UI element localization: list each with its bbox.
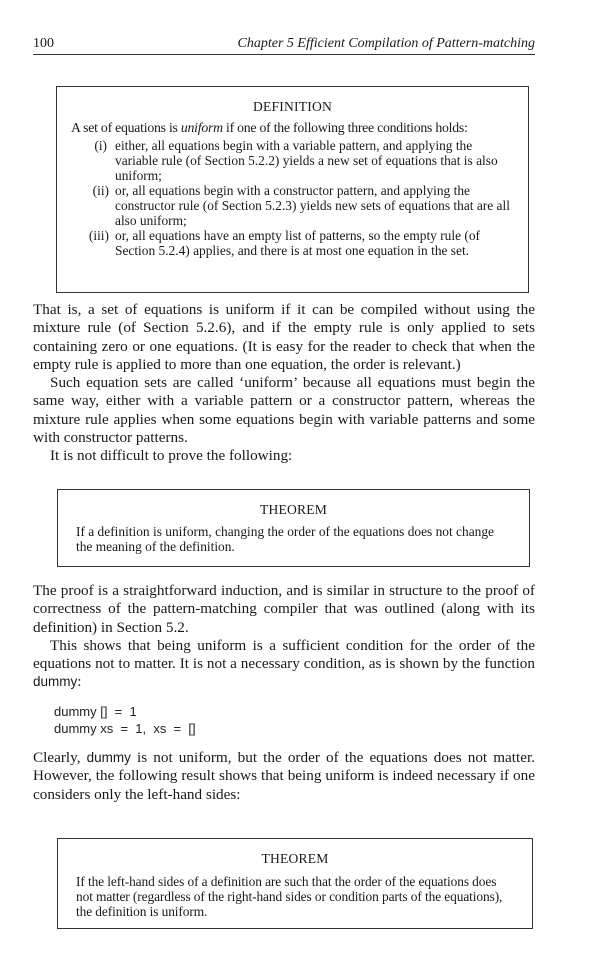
paragraph: It is not difficult to prove the following: [50, 447, 293, 465]
intro-text-end: if one of the following three conditions holds: [222, 120, 468, 135]
theorem-box-1 [57, 489, 530, 567]
condition-item [71, 228, 514, 258]
paragraph: The proof is a straightforward induction, and is similar in structure to the proof of correctness of the pattern-matching compiler that was outlined (along with its definition) in Section 5.2. [33, 582, 535, 636]
inline-code: dummy [33, 674, 78, 690]
body-section-3 [33, 749, 535, 804]
inline-code: dummy [86, 750, 131, 765]
condition-number: (i) [94, 138, 107, 153]
condition-item [71, 183, 514, 228]
intro-term: uniform [180, 120, 223, 135]
intro-text: A set of equations is [71, 120, 181, 135]
condition-text: or, all equations begin with a constructor pattern, and applying the constructor rule (of Section 5.2.3) yields new sets of equations that are all also uniform; [115, 183, 510, 228]
body-section-2 [33, 582, 535, 692]
code-line: dummy xs = 1, xs = [] [54, 721, 196, 736]
condition-number: (ii) [92, 183, 109, 198]
code-line: dummy [] = 1 [54, 704, 137, 719]
running-title: Chapter 5 Efficient Compilation of Pattern-matching [237, 36, 535, 51]
definition-intro [71, 120, 514, 135]
theorem-title: THEOREM [259, 502, 328, 517]
condition-text: either, all equations begin with a variable pattern, and applying the variable rule (of Section 5.2.2) yields a new set of equations that is also uniform; [115, 138, 498, 183]
code-block [54, 703, 196, 737]
condition-text: or, all equations have an empty list of patterns, so the empty rule (of Section 5.2.4) applies, and there is at most one equation in the set. [115, 228, 481, 258]
theorem-text: If the left-hand sides of a definition are such that the order of the equations does not matter (regardless of the right-hand sides or condition parts of the equations), the definition is uniform. [76, 874, 503, 919]
condition-number: (iii) [88, 228, 109, 243]
theorem-box-2 [57, 838, 533, 929]
paragraph-text: This shows that being uniform is a sufficient condition for the order of the equations not to matter. It is not a necessary condition, as is shown by the function [33, 636, 535, 673]
page-number: 100 [33, 36, 54, 51]
body-section-1 [33, 301, 535, 466]
paragraph: Such equation sets are called ‘uniform’ because all equations must begin the same way, either with a variable pattern or a constructor pattern, whereas the mixture rule applies when some equations begin with variable patterns and some with constructor patterns. [33, 374, 535, 447]
definition-box [56, 86, 529, 293]
theorem-title: THEOREM [261, 851, 329, 866]
paragraph-text-end: is not uniform, but the order of the equations does not matter. However, the following result shows that being uniform is indeed necessary if one considers only the left-hand sides: [33, 749, 535, 803]
condition-item [71, 138, 514, 183]
paragraph [33, 749, 535, 804]
paragraph-text: Clearly, [33, 749, 87, 766]
paragraph-text-end: : [77, 673, 82, 691]
definition-title: DEFINITION [252, 99, 333, 114]
paragraph [33, 637, 535, 692]
paragraph: That is, a set of equations is uniform if it can be compiled without using the mixture rule (of Section 5.2.6), and if the empty rule is only applied to sets containing zero or one equations. (It is easy for the reader to check that when the empty rule is applied to more than one equation, the order is relevant.) [33, 301, 535, 373]
theorem-text: If a definition is uniform, changing the order of the equations does not change the meaning of the definition. [76, 524, 494, 554]
page-header [33, 32, 535, 55]
